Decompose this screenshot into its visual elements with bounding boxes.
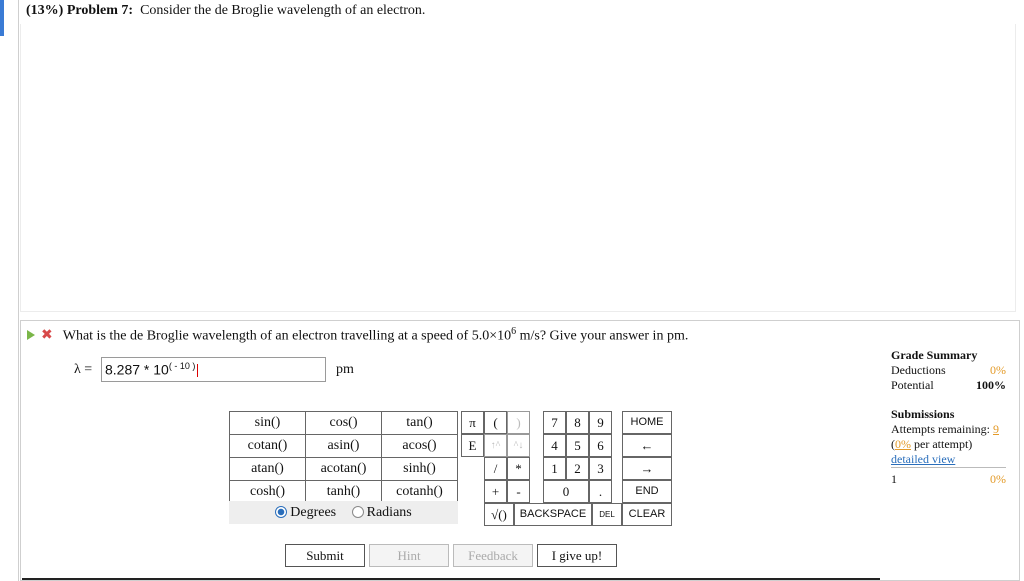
- acos-button[interactable]: acos(): [382, 435, 458, 458]
- hint-button[interactable]: Hint: [369, 544, 449, 567]
- answer-value: 8.287 * 10: [105, 361, 169, 378]
- feedback-button[interactable]: Feedback: [453, 544, 533, 567]
- sin-button[interactable]: sin(): [230, 412, 306, 435]
- one-key[interactable]: 1: [543, 457, 566, 480]
- problem-header: [26, 3, 425, 19]
- detailed-view-link[interactable]: detailed view: [891, 452, 1006, 468]
- question-text: What is the de Broglie wavelength of an electron travelling at a speed of $5.0\times 10^6$ m/s? Give your answer in pm.: [62, 326, 689, 344]
- question-line: [27, 326, 688, 345]
- deductions-row: Deductions 0%: [891, 363, 1006, 377]
- submissions-title: Submissions: [891, 407, 955, 421]
- answer-unit: pm: [336, 362, 354, 377]
- text-caret: [197, 364, 198, 377]
- per-attempt: (0% per attempt): [891, 437, 973, 451]
- bottom-divider: [22, 578, 880, 580]
- eight-key[interactable]: 8: [566, 411, 589, 434]
- tanh-button[interactable]: tanh(): [306, 481, 382, 504]
- angle-mode-selector: [229, 501, 458, 524]
- minus-key[interactable]: -: [507, 480, 530, 503]
- home-key[interactable]: HOME: [622, 411, 672, 434]
- attempts-remaining: Attempts remaining: 9: [891, 422, 999, 436]
- seven-key[interactable]: 7: [543, 411, 566, 434]
- two-key[interactable]: 2: [566, 457, 589, 480]
- incorrect-x-icon: ✖: [41, 327, 53, 344]
- divide-key[interactable]: /: [484, 457, 507, 480]
- problem-content-pane: [20, 24, 1016, 312]
- decimal-key[interactable]: .: [589, 480, 612, 503]
- down-power-key[interactable]: ^↓: [507, 434, 530, 457]
- radians-option[interactable]: Radians: [352, 505, 412, 521]
- potential-row: Potential 100%: [891, 378, 1006, 392]
- clear-key[interactable]: CLEAR: [622, 503, 672, 526]
- cursor-left-key[interactable]: ←: [622, 434, 672, 457]
- backspace-key[interactable]: BACKSPACE: [514, 503, 592, 526]
- cursor-right-key[interactable]: →: [622, 457, 672, 480]
- plus-key[interactable]: +: [484, 480, 507, 503]
- e-key[interactable]: E: [461, 434, 484, 457]
- submit-button[interactable]: Submit: [285, 544, 365, 567]
- atan-button[interactable]: atan(): [230, 458, 306, 481]
- answer-symbol: λ =: [74, 362, 93, 377]
- grade-summary-title: Grade Summary: [891, 348, 978, 362]
- answer-exponent: ( - 10 ): [168, 361, 196, 371]
- answer-input[interactable]: [101, 357, 326, 382]
- cos-button[interactable]: cos(): [306, 412, 382, 435]
- grade-summary: [891, 348, 1006, 487]
- multiply-key[interactable]: *: [507, 457, 530, 480]
- submission-history-row: 1 0%: [891, 472, 1006, 486]
- cotanh-button[interactable]: cotanh(): [382, 481, 458, 504]
- degrees-radio[interactable]: [275, 506, 287, 518]
- sqrt-key[interactable]: √(): [484, 503, 514, 526]
- acotan-button[interactable]: acotan(): [306, 458, 382, 481]
- pi-key[interactable]: π: [461, 411, 484, 434]
- sinh-button[interactable]: sinh(): [382, 458, 458, 481]
- nine-key[interactable]: 9: [589, 411, 612, 434]
- four-key[interactable]: 4: [543, 434, 566, 457]
- left-accent-bar: [0, 0, 4, 36]
- del-key[interactable]: DEL: [592, 503, 622, 526]
- problem-number: (13%) Problem 7:: [26, 3, 134, 18]
- function-keypad: [229, 411, 458, 504]
- three-key[interactable]: 3: [589, 457, 612, 480]
- right-paren-key[interactable]: ): [507, 411, 530, 434]
- five-key[interactable]: 5: [566, 434, 589, 457]
- degrees-option[interactable]: Degrees: [275, 505, 336, 521]
- end-key[interactable]: END: [622, 480, 672, 503]
- asin-button[interactable]: asin(): [306, 435, 382, 458]
- cotan-button[interactable]: cotan(): [230, 435, 306, 458]
- problem-statement: Consider the de Broglie wavelength of an electron.: [140, 3, 426, 18]
- cosh-button[interactable]: cosh(): [230, 481, 306, 504]
- play-icon[interactable]: [27, 330, 35, 340]
- up-power-key[interactable]: ↑^: [484, 434, 507, 457]
- zero-key[interactable]: 0: [543, 480, 589, 503]
- six-key[interactable]: 6: [589, 434, 612, 457]
- left-paren-key[interactable]: (: [484, 411, 507, 434]
- deductions-value: 0%: [990, 363, 1006, 377]
- give-up-button[interactable]: I give up!: [537, 544, 617, 567]
- radians-radio[interactable]: [352, 506, 364, 518]
- potential-value: 100%: [976, 378, 1006, 392]
- tan-button[interactable]: tan(): [382, 412, 458, 435]
